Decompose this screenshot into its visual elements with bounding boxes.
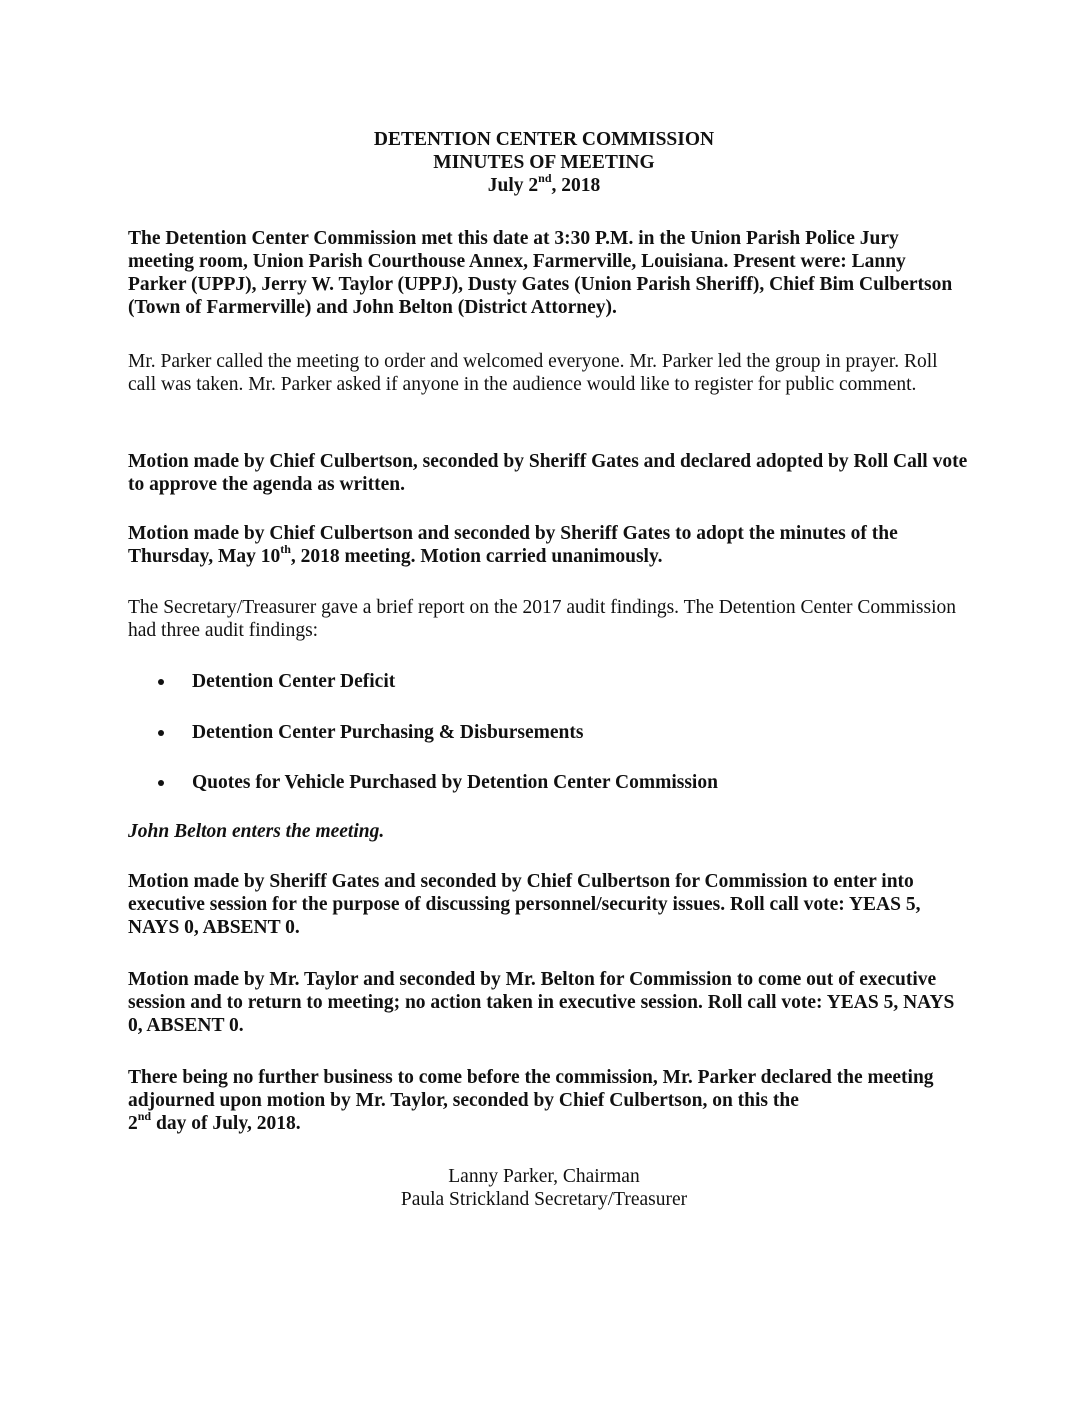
attendance-paragraph: The Detention Center Commission met this date at 3:30 P.M. in the Union Parish Police Jury meeting room, Union Parish Courthouse Annex, Farmerville, Louisiana. Present were: Lanny Parker (UPPJ), Jerry W. Taylor (UPPJ), Dusty Gates (Union Parish Sheriff), Chief Bim Culbertson (Town of Farmerville) and John Belton (District Attorney). [128,228,953,318]
motion-minutes-text-end: , 2018 meeting. Motion carried unanimously. [290,546,663,567]
list-item-text: Quotes for Vehicle Purchased by Detention Center Commission [192,772,718,793]
header-date-year: , 2018 [551,175,601,196]
motion-minutes-suffix: th [280,541,291,556]
list-item-text: Detention Center Deficit [192,671,396,692]
header-date-suffix: nd [538,170,552,185]
header-date-day: July 2 [487,175,539,196]
adjournment-paragraph [128,1066,968,1135]
header-subtitle: MINUTES OF MEETING [433,152,655,173]
list-item-text: Detention Center Purchasing & Disbursements [192,722,584,743]
opening-paragraph: Mr. Parker called the meeting to order and welcomed everyone. Mr. Parker led the group in prayer. Roll call was taken. Mr. Parker asked if anyone in the audience would like to register for public comment. [128,351,938,395]
motion-executive-exit: Motion made by Mr. Taylor and seconded by Mr. Belton for Commission to come out of executive session and to return to meeting; no action taken in executive session. Roll call vote: YEAS 5, NAYS 0, ABSENT 0. [128,969,955,1036]
signature-chairman: Lanny Parker, Chairman [448,1166,640,1187]
belton-note: John Belton enters the meeting. [128,821,385,842]
bullet-icon [158,780,164,786]
header-date [0,170,1088,197]
header-title: DETENTION CENTER COMMISSION [373,129,715,150]
motion-agenda: Motion made by Chief Culbertson, seconded by Sheriff Gates and declared adopted by Roll Call vote to approve the agenda as written. [128,451,968,495]
signature-secretary: Paula Strickland Secretary/Treasurer [400,1189,688,1210]
document-header [0,128,1088,197]
motion-minutes-text: Motion made by Chief Culbertson and seconded by Sheriff Gates to adopt the minutes of the Thursday, May 10 [128,523,898,567]
adjournment-text: There being no further business to come before the commission, Mr. Parker declared the meeting adjourned upon motion by Mr. Taylor, seconded by Chief Culbertson, on this the [128,1067,934,1111]
bullet-icon [158,730,164,736]
adjournment-date: day of July, 2018. [151,1113,301,1134]
motion-executive-enter: Motion made by Sheriff Gates and seconded by Chief Culbertson for Commission to enter into executive session for the purpose of discussing personnel/security issues. Roll call vote: YEAS 5, NAYS 0, ABSENT 0. [128,871,921,938]
motion-minutes [128,522,968,568]
bullet-icon [158,679,164,685]
adjournment-day-suffix: nd [137,1108,152,1123]
adjournment-day: 2 [128,1113,138,1134]
audit-paragraph: The Secretary/Treasurer gave a brief report on the 2017 audit findings. The Detention Center Commission had three audit findings: [128,597,956,641]
